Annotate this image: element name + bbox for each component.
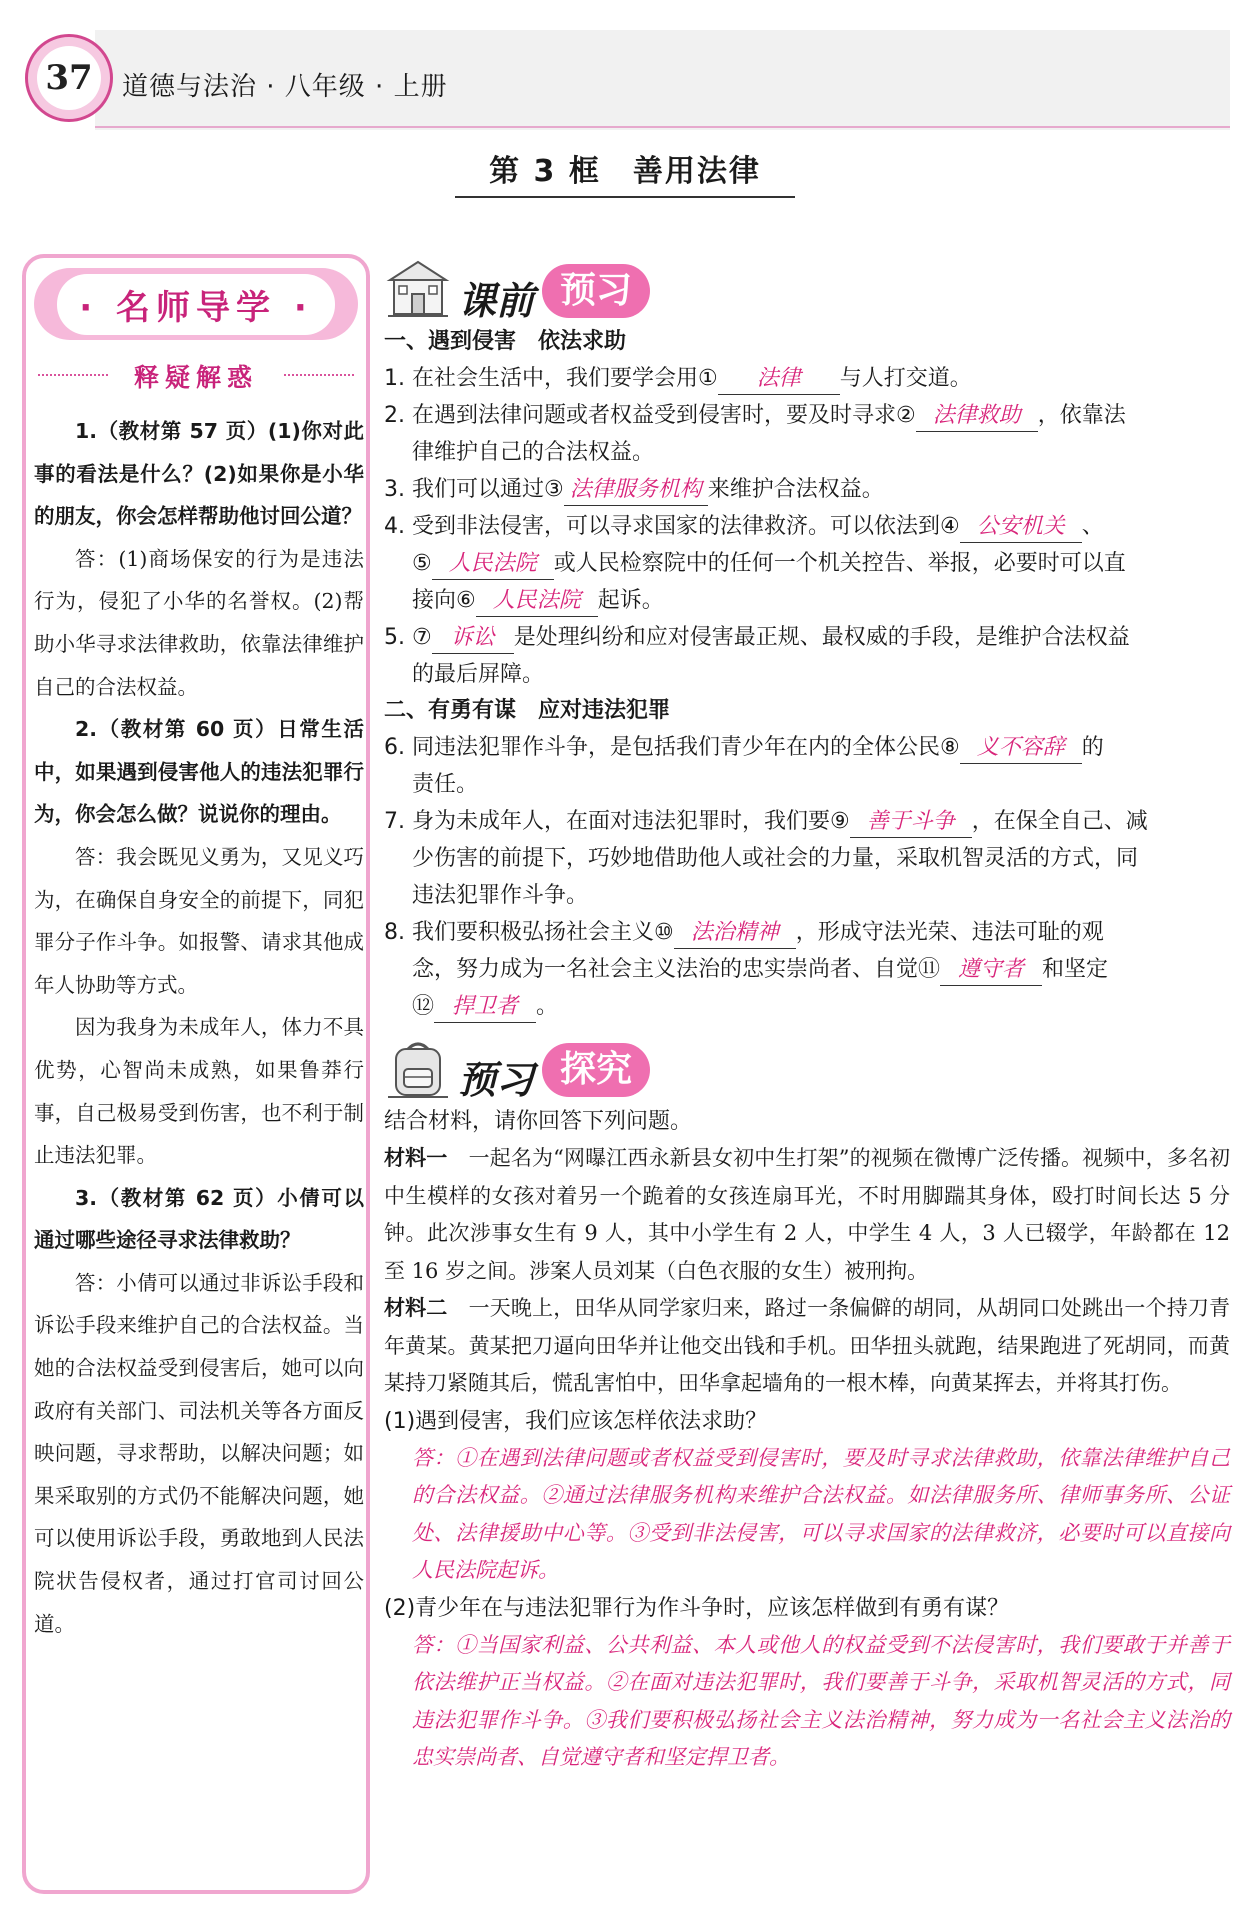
item-text: 起诉。 xyxy=(597,588,664,613)
guide-answer: 因为我身为未成年人，体力不具优势，心智尚未成熟，如果鲁莽行事，自己极易受到伤害，也不利于制止违法犯罪。 xyxy=(34,1015,364,1168)
preview-item-continued: 责任。 xyxy=(412,772,479,797)
explore-banner-label: 预习 xyxy=(458,1058,535,1102)
item-text: 。 xyxy=(536,994,559,1019)
guide-question: 3.（教材第 62 页）小倩可以通过哪些途径寻求法律救助？ xyxy=(34,1185,364,1253)
preview-section-heading: 二、有勇有谋 应对违法犯罪 xyxy=(384,698,671,723)
preview-banner-badge: 预习 xyxy=(542,264,650,318)
preview-item-continued: 律维护自己的合法权益。 xyxy=(412,440,655,465)
item-text: 我们要积极弘扬社会主义⑩ xyxy=(412,920,674,945)
page-number-badge xyxy=(25,34,113,122)
answer-blank: 法律救助 xyxy=(916,401,1038,432)
answer-blank: 诉讼 xyxy=(432,623,514,654)
answer-blank: 法律服务机构 xyxy=(564,475,708,506)
guide-answer: 答：(1)商场保安的行为是违法行为，侵犯了小华的名誉权。(2)帮助小华寻求法律救助，依靠法律维护自己的合法权益。 xyxy=(34,546,364,699)
explore-answer: 答：①当国家利益、公共利益、本人或他人的权益受到不法侵害时，我们要敢于并善于依法维护正当权益。②在面对违法犯罪时，我们要善于斗争，采取机智灵活的方式，同违法犯罪作斗争。③我们要积极弘扬社会主义法治精神，努力成为一名社会主义法治的忠实崇尚者、自觉遵守者和坚定捍卫者。 xyxy=(412,1632,1230,1769)
teacher-guide-heading: · 名师导学 · xyxy=(57,274,335,335)
material-two xyxy=(384,1290,1230,1403)
preview-item: 8. 我们要积极弘扬社会主义⑩ 法治精神 ，形成守法光荣、违法可耻的观 xyxy=(384,914,1230,951)
item-text: 身为未成年人，在面对违法犯罪时，我们要⑨ xyxy=(412,809,850,834)
preview-item: 5. ⑦ 诉讼 是处理纠纷和应对侵害最正规、最权威的手段，是维护合法权益 xyxy=(384,619,1230,656)
material-label: 材料一 xyxy=(384,1146,448,1170)
item-text: ，依靠法 xyxy=(1037,403,1126,428)
item-text: 在遇到法律问题或者权益受到侵害时，要及时寻求② xyxy=(412,403,916,428)
item-text: 来维护合法权益。 xyxy=(707,477,884,502)
book-title: 道德与法治 · 八年级 · 上册 xyxy=(122,72,448,102)
preview-item-continued xyxy=(384,545,1230,582)
answer-blank: 人民法院 xyxy=(432,549,554,580)
preview-item: 7. 身为未成年人，在面对违法犯罪时，我们要⑨ 善于斗争 ，在保全自己、减 xyxy=(384,803,1230,840)
answer-blank: 法治精神 xyxy=(674,918,796,949)
item-text: 同违法犯罪作斗争，是包括我们青少年在内的全体公民⑧ xyxy=(412,735,960,760)
preview-item: 6. 同违法犯罪作斗争，是包括我们青少年在内的全体公民⑧ 义不容辞 的 xyxy=(384,729,1230,766)
answer-blank: 法律 xyxy=(718,364,840,395)
item-text: 、 xyxy=(1081,514,1104,539)
item-text: ，形成守法光荣、违法可耻的观 xyxy=(795,920,1104,945)
explore-banner-badge: 探究 xyxy=(542,1043,650,1097)
preview-item-continued: 违法犯罪作斗争。 xyxy=(412,883,589,908)
answer-blank: 捍卫者 xyxy=(434,992,536,1023)
preview-item: 1. 在社会生活中，我们要学会用① 法律 与人打交道。 xyxy=(384,360,1230,397)
explore-question: (2)青少年在与违法犯罪行为作斗争时，应该怎样做到有勇有谋？ xyxy=(384,1595,1010,1621)
answer-blank: 遵守者 xyxy=(940,955,1042,986)
item-text: 与人打交道。 xyxy=(839,366,972,391)
item-text: 的 xyxy=(1081,735,1104,760)
explore-answer: 答：①在遇到法律问题或者权益受到侵害时，要及时寻求法律救助，依靠法律维护自己的合法权益。②通过法律服务机构来维护合法权益。如法律服务所、律师事务所、公证处、法律援助中心等。③受到非法侵害，可以寻求国家的法律救济，必要时可以直接向人民法院起诉。 xyxy=(412,1445,1230,1582)
teacher-guide-subheading: 释疑解惑 xyxy=(133,363,258,392)
guide-answer: 答：小倩可以通过非诉讼手段和诉讼手段来维护自己的合法权益。当她的合法权益受到侵害后，她可以向政府有关部门、司法机关等各方面反映问题，寻求帮助，以解决问题；如果采取别的方式仍不能解决问题，她可以使用诉讼手段，勇敢地到人民法院状告侵权者，通过打官司讨回公道。 xyxy=(34,1270,364,1636)
item-text: 是处理纠纷和应对侵害最正规、最权威的手段，是维护合法权益 xyxy=(513,625,1130,650)
section-title: 第 3 框 善用法律 xyxy=(455,146,795,198)
header-rule xyxy=(95,126,1230,128)
preview-item: 4. 受到非法侵害，可以寻求国家的法律救济。可以依法到④ 公安机关 、 xyxy=(384,508,1230,545)
material-one xyxy=(384,1140,1230,1290)
answer-blank: 善于斗争 xyxy=(850,807,972,838)
item-text: 或人民检察院中的任何一个机关控告、举报，必要时可以直 xyxy=(553,551,1126,576)
preview-item: 3. 我们可以通过③ 法律服务机构 来维护合法权益。 xyxy=(384,471,1230,508)
item-text: ⑦ xyxy=(412,625,432,650)
material-label: 材料二 xyxy=(384,1296,448,1320)
backpack-icon xyxy=(384,1037,452,1101)
explore-question: (1)遇到侵害，我们应该怎样依法求助？ xyxy=(384,1408,768,1434)
preview-item-continued xyxy=(384,582,1230,619)
guide-answer: 答：我会既见义勇为，又见义巧为，在确保自身安全的前提下，同犯罪分子作斗争。如报警、请求其他成年人协助等方式。 xyxy=(34,844,364,997)
explore-intro: 结合材料，请你回答下列问题。 xyxy=(384,1109,693,1134)
answer-blank: 义不容辞 xyxy=(960,733,1082,764)
item-text: 受到非法侵害，可以寻求国家的法律救济。可以依法到④ xyxy=(412,514,960,539)
item-text: 我们可以通过③ xyxy=(412,477,564,502)
main-content xyxy=(384,254,1230,1777)
guide-question: 2.（教材第 60 页）日常生活中，如果遇到侵害他人的违法犯罪行为，你会怎么做？说说你的理由。 xyxy=(34,717,364,827)
answer-blank: 公安机关 xyxy=(960,512,1082,543)
guide-question: 1.（教材第 57 页）(1)你对此事的看法是什么？(2)如果你是小华的朋友，你会怎样帮助他讨回公道？ xyxy=(34,419,364,529)
item-text: 和坚定 xyxy=(1042,957,1109,982)
explore-banner xyxy=(384,1033,1230,1103)
preview-item: 2. 在遇到法律问题或者权益受到侵害时，要及时寻求② 法律救助 ，依靠法 xyxy=(384,397,1230,434)
teacher-guide-body xyxy=(34,410,364,1645)
preview-banner xyxy=(384,254,1230,324)
item-text: 念，努力成为一名社会主义法治的忠实崇尚者、自觉⑪ xyxy=(412,957,941,982)
answer-blank: 人民法院 xyxy=(476,586,598,617)
item-text: ⑤ xyxy=(412,551,432,576)
item-text: 在社会生活中，我们要学会用① xyxy=(412,366,718,391)
teacher-guide-panel xyxy=(22,254,370,1894)
page-number: 37 xyxy=(37,46,101,110)
school-icon xyxy=(384,258,452,322)
preview-item-continued: 的最后屏障。 xyxy=(412,662,545,687)
material-text: 一天晚上，田华从同学家归来，路过一条偏僻的胡同，从胡同口处跳出一个持刀青年黄某。黄某把刀逼向田华并让他交出钱和手机。田华扭头就跑，结果跑进了死胡同，而黄某持刀紧随其后，慌乱害怕中，田华拿起墙角的一根木棒，向黄某挥去，并将其打伤。 xyxy=(384,1296,1231,1395)
preview-item-continued xyxy=(384,951,1230,988)
preview-banner-label: 课前 xyxy=(458,279,535,323)
page-header xyxy=(25,20,1230,132)
item-text: ，在保全自己、减 xyxy=(971,809,1148,834)
item-text: 接向⑥ xyxy=(412,588,476,613)
material-text: 一起名为“网曝江西永新县女初中生打架”的视频在微博广泛传播。视频中，多名初中生模样的女孩对着另一个跪着的女孩连扇耳光，不时用脚踹其身体，殴打时间长达 5 分钟。此次涉事女生有 9 人，其中小学生有 2 人，中学生 4 人，3 人已辍学，年龄都在 12 至 16 岁之间。涉案人员刘某（白色衣服的女生）被刑拘。 xyxy=(384,1146,1231,1283)
item-text: ⑫ xyxy=(412,994,435,1019)
preview-section-heading: 一、遇到侵害 依法求助 xyxy=(384,329,627,354)
preview-item-continued: 少伤害的前提下，巧妙地借助他人或社会的力量，采取机智灵活的方式，同 xyxy=(412,846,1139,871)
teacher-guide-heading-box xyxy=(34,268,358,340)
preview-item-continued xyxy=(384,988,1230,1025)
